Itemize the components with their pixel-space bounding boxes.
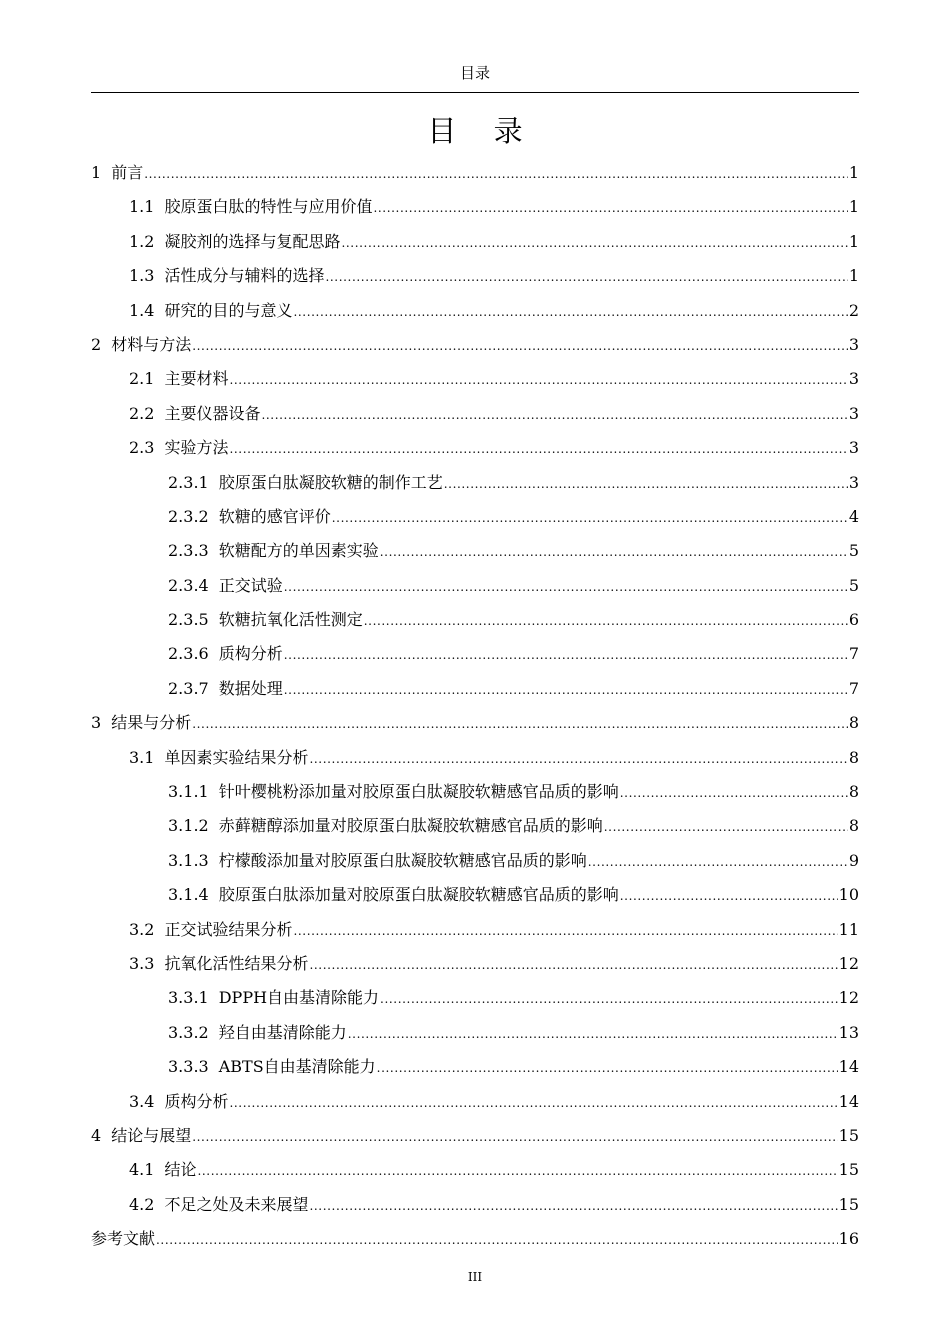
toc-entry-page: 8 (848, 747, 859, 767)
toc-entry-number: 1.2 (129, 231, 155, 251)
toc-entry[interactable] (91, 328, 859, 362)
toc-entry-number: 1.4 (129, 300, 155, 320)
toc-entry[interactable] (91, 466, 859, 500)
toc-entry-page: 7 (848, 644, 859, 664)
toc-entry[interactable] (91, 362, 859, 396)
toc-entry-number: 4 (91, 1125, 102, 1145)
toc-entry-page: 5 (848, 575, 859, 595)
toc-entry-title: 活性成分与辅料的选择 (164, 266, 325, 286)
toc-entry-title: 结论与展望 (111, 1125, 192, 1145)
running-header: 目录 (459, 64, 490, 82)
toc-entry[interactable] (91, 878, 859, 912)
toc-dot-leader (192, 329, 848, 363)
toc-entry-number: 2.2 (129, 403, 155, 423)
toc-dot-leader (229, 432, 847, 466)
toc-entry-page: 3 (848, 472, 859, 492)
header-rule (91, 92, 859, 93)
toc-entry-page: 3 (848, 438, 859, 458)
toc-dot-leader (309, 948, 837, 982)
toc-entry[interactable] (91, 1222, 859, 1256)
toc-entry-page: 2 (848, 300, 859, 320)
toc-entry[interactable] (91, 259, 859, 293)
toc-entry-number: 3.3.1 (168, 988, 209, 1008)
toc-entry[interactable] (91, 706, 859, 740)
toc-dot-leader (620, 879, 838, 913)
toc-entry-page: 12 (838, 988, 859, 1008)
toc-entry-number: 2.3.3 (168, 541, 209, 561)
toc-entry-page: 3 (848, 334, 859, 354)
toc-entry-title: 参考文献 (91, 1229, 156, 1249)
toc-entry-page: 11 (838, 919, 859, 939)
toc-entry-page: 16 (838, 1229, 859, 1249)
toc-entry-title: 正交试验结果分析 (164, 919, 293, 939)
toc-entry-number: 3.4 (129, 1091, 155, 1111)
toc-entry-title: 凝胶剂的选择与复配思路 (164, 231, 341, 251)
toc-dot-leader (197, 1154, 837, 1188)
toc-entry-page: 1 (848, 231, 859, 251)
toc-entry-number: 1 (91, 163, 102, 182)
toc-entry[interactable] (91, 637, 859, 671)
toc-entry[interactable] (91, 913, 859, 947)
toc-entry-title: 软糖配方的单因素实验 (218, 541, 379, 561)
toc-entry[interactable] (91, 775, 859, 809)
toc-entry[interactable] (91, 294, 859, 328)
toc-entry-title: 不足之处及未来展望 (164, 1194, 309, 1214)
toc-dot-leader (364, 604, 848, 638)
toc-entry-number: 3.1.3 (168, 850, 209, 870)
toc-entry-page: 6 (848, 610, 859, 630)
toc-dot-leader (444, 467, 848, 501)
toc-entry-title: 胶原蛋白肽添加量对胶原蛋白肽凝胶软糖感官品质的影响 (218, 885, 619, 905)
toc-dot-leader (377, 1051, 838, 1085)
toc-dot-leader (341, 226, 847, 260)
toc-entry-number: 3.3.3 (168, 1057, 209, 1077)
toc-entry-number: 1.3 (129, 266, 155, 286)
toc-entry-page: 9 (848, 850, 859, 870)
toc-dot-leader (380, 982, 838, 1016)
toc-entry-page: 13 (838, 1022, 859, 1042)
toc-entry-title: 前言 (111, 163, 144, 182)
toc-entry[interactable] (91, 603, 859, 637)
toc-entry-title: 单因素实验结果分析 (164, 747, 309, 767)
toc-entry-page: 7 (848, 678, 859, 698)
toc-dot-leader (325, 260, 847, 294)
toc-entry[interactable] (91, 156, 859, 190)
toc-entry-page: 15 (838, 1125, 859, 1145)
toc-entry-title: 结论 (164, 1160, 197, 1180)
toc-entry[interactable] (91, 397, 859, 431)
toc-dot-leader (284, 570, 848, 604)
toc-entry-page: 1 (848, 197, 859, 217)
toc-entry-page: 4 (848, 506, 859, 526)
toc-entry[interactable] (91, 947, 859, 981)
toc-entry-page: 1 (848, 266, 859, 286)
toc-entry-title: 实验方法 (164, 438, 229, 458)
toc-entry-page: 12 (838, 953, 859, 973)
toc-dot-leader (261, 398, 847, 432)
toc-entry-title: 软糖抗氧化活性测定 (218, 610, 363, 630)
toc-entry-title: 胶原蛋白肽的特性与应用价值 (164, 197, 373, 217)
toc-dot-leader (156, 1223, 838, 1257)
toc-entry-title: 柠檬酸添加量对胶原蛋白肽凝胶软糖感官品质的影响 (218, 850, 587, 870)
toc-entry-number: 2.3.6 (168, 644, 209, 664)
toc-entry-page: 3 (848, 369, 859, 389)
toc-title: 目 录 (427, 114, 537, 148)
toc-entry-page: 3 (848, 403, 859, 423)
toc-entry[interactable] (91, 1119, 859, 1153)
toc-dot-leader (144, 157, 848, 191)
toc-dot-leader (284, 638, 848, 672)
toc-entry-number: 3 (91, 713, 102, 733)
toc-dot-leader (348, 1017, 838, 1051)
toc-entry-title: DPPH自由基清除能力 (218, 988, 380, 1008)
toc-entry-page: 15 (838, 1160, 859, 1180)
toc-dot-leader (332, 501, 848, 535)
toc-entry-title: 研究的目的与意义 (164, 300, 293, 320)
toc-entry-title: 赤藓糖醇添加量对胶原蛋白肽凝胶软糖感官品质的影响 (218, 816, 603, 836)
toc-entry-number: 2.3.1 (168, 472, 209, 492)
toc-dot-leader (192, 1120, 837, 1154)
toc-dot-leader (604, 810, 848, 844)
toc-entry-number: 2.3.4 (168, 575, 209, 595)
toc-entry-number: 4.1 (129, 1160, 155, 1180)
toc-entry-title: 主要材料 (164, 369, 229, 389)
toc-entry-title: ABTS自由基清除能力 (218, 1057, 376, 1077)
toc-entry-title: 针叶樱桃粉添加量对胶原蛋白肽凝胶软糖感官品质的影响 (218, 782, 619, 802)
toc-dot-leader (192, 707, 848, 741)
toc-entry-number: 1.1 (129, 197, 155, 217)
toc-entry-number: 2 (91, 334, 102, 354)
toc-entry[interactable] (91, 1016, 859, 1050)
toc-entry-title: 软糖的感官评价 (218, 506, 331, 526)
table-of-contents (91, 156, 859, 1257)
toc-dot-leader (293, 295, 847, 329)
toc-entry[interactable] (91, 1188, 859, 1222)
toc-dot-leader (309, 1189, 837, 1223)
toc-entry-title: 质构分析 (218, 644, 283, 664)
toc-dot-leader (373, 191, 847, 225)
toc-entry-page: 1 (848, 163, 859, 182)
toc-entry-page: 14 (838, 1057, 859, 1077)
toc-dot-leader (588, 845, 848, 879)
toc-dot-leader (284, 673, 848, 707)
page-number: III (467, 1270, 483, 1284)
toc-dot-leader (229, 1086, 837, 1120)
toc-entry-number: 4.2 (129, 1194, 155, 1214)
toc-entry[interactable] (91, 809, 859, 843)
toc-entry-page: 15 (838, 1194, 859, 1214)
toc-entry-number: 2.3.5 (168, 610, 209, 630)
toc-entry[interactable] (91, 1153, 859, 1187)
toc-entry-title: 主要仪器设备 (164, 403, 261, 423)
toc-entry-number: 3.1.1 (168, 782, 209, 802)
toc-entry[interactable] (91, 431, 859, 465)
toc-entry[interactable] (91, 672, 859, 706)
toc-entry[interactable] (91, 844, 859, 878)
toc-entry-number: 2.1 (129, 369, 155, 389)
toc-entry-title: 胶原蛋白肽凝胶软糖的制作工艺 (218, 472, 443, 492)
toc-entry-title: 抗氧化活性结果分析 (164, 953, 309, 973)
toc-entry-title: 材料与方法 (111, 334, 192, 354)
toc-entry-number: 2.3.2 (168, 506, 209, 526)
toc-entry[interactable] (91, 225, 859, 259)
toc-entry-page: 14 (838, 1091, 859, 1111)
toc-entry-number: 3.1 (129, 747, 155, 767)
toc-dot-leader (293, 914, 837, 948)
toc-entry-page: 10 (838, 885, 859, 905)
toc-entry[interactable] (91, 1050, 859, 1084)
toc-entry[interactable] (91, 190, 859, 224)
toc-dot-leader (229, 363, 847, 397)
toc-entry-title: 质构分析 (164, 1091, 229, 1111)
toc-entry-number: 3.2 (129, 919, 155, 939)
toc-entry[interactable] (91, 534, 859, 568)
toc-dot-leader (380, 535, 848, 569)
toc-entry-page: 8 (848, 713, 859, 733)
toc-entry-page: 8 (848, 782, 859, 802)
toc-entry-number: 3.1.4 (168, 885, 209, 905)
toc-entry-title: 正交试验 (218, 575, 283, 595)
toc-dot-leader (620, 776, 848, 810)
toc-entry-page: 8 (848, 816, 859, 836)
toc-entry[interactable] (91, 1085, 859, 1119)
toc-entry-title: 数据处理 (218, 678, 283, 698)
toc-entry-page: 5 (848, 541, 859, 561)
toc-dot-leader (309, 742, 847, 776)
toc-entry[interactable] (91, 500, 859, 534)
toc-entry-number: 2.3.7 (168, 678, 209, 698)
toc-entry[interactable] (91, 569, 859, 603)
toc-entry-title: 羟自由基清除能力 (218, 1022, 347, 1042)
toc-entry-number: 2.3 (129, 438, 155, 458)
toc-entry-number: 3.3.2 (168, 1022, 209, 1042)
toc-entry[interactable] (91, 741, 859, 775)
toc-entry-title: 结果与分析 (111, 713, 192, 733)
toc-entry[interactable] (91, 981, 859, 1015)
toc-entry-number: 3.1.2 (168, 816, 209, 836)
toc-entry-number: 3.3 (129, 953, 155, 973)
